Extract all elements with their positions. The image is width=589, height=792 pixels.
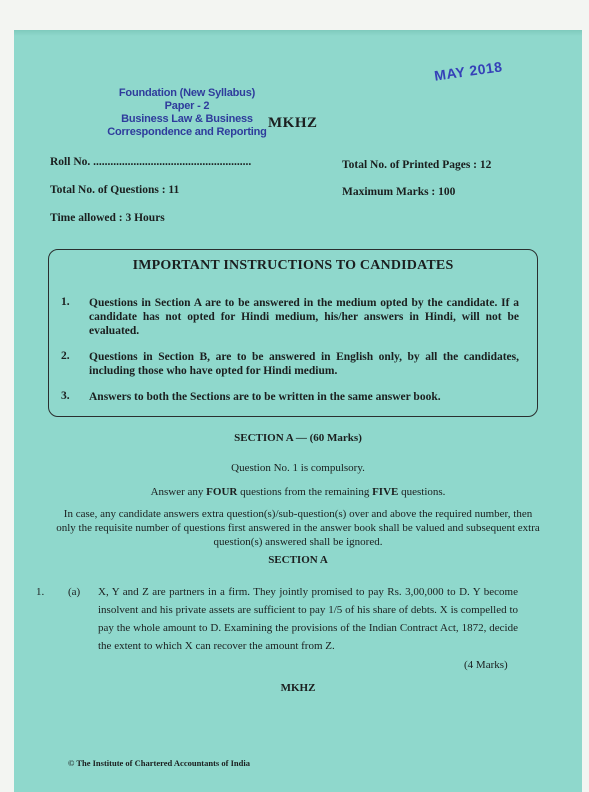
answer-any-count: FIVE: [372, 486, 399, 498]
question-number: 1.: [36, 586, 45, 598]
date-stamp: MAY 2018: [433, 58, 504, 84]
question-marks: (4 Marks): [464, 659, 508, 671]
paper-info-stamp: [102, 87, 272, 139]
question-paper-page: [14, 30, 582, 792]
instruction-number: 2.: [61, 350, 70, 362]
stamp-line: Foundation (New Syllabus): [118, 87, 256, 99]
stamp-line: Paper - 2: [164, 100, 210, 112]
answer-any-text: questions from the remaining: [237, 486, 373, 498]
copyright-footer: © The Institute of Chartered Accountants of India: [68, 758, 250, 768]
answer-any-text: Answer any: [150, 486, 207, 498]
instruction-text: Questions in Section B, are to be answered in English only, by all the candidates, including those who have opted for Hindi medium.: [89, 351, 519, 377]
maximum-marks: Maximum Marks : 100: [342, 186, 456, 198]
total-questions: Total No. of Questions : 11: [50, 184, 180, 196]
roll-no-field: Roll No. .......................................................: [50, 156, 252, 168]
extra-answers-note: In case, any candidate answers extra question(s)/sub-question(s) over and above the required number, then only the requisite number of questions first answered in the answer book shall be valued and subsequent extra question(s) answered shall be ignored.: [56, 508, 540, 548]
answer-any-text: questions.: [398, 486, 446, 498]
paper-code: MKHZ: [268, 115, 318, 131]
answer-any-note: [14, 486, 582, 498]
instruction-number: 3.: [61, 390, 70, 402]
instructions-title: IMPORTANT INSTRUCTIONS TO CANDIDATES: [132, 258, 454, 273]
instruction-text: Questions in Section A are to be answered in the medium opted by the candidate. If a candidate has not opted for Hindi medium, his/her answers in Hindi, will not be evaluated.: [89, 297, 519, 337]
time-allowed: Time allowed : 3 Hours: [50, 212, 165, 224]
instructions-box: [48, 249, 538, 417]
stamp-line: Business Law & Business: [121, 113, 253, 125]
stamp-line: Correspondence and Reporting: [107, 126, 267, 138]
section-a-subheading: SECTION A: [268, 554, 328, 566]
answer-any-count: FOUR: [206, 486, 238, 498]
instruction-text: Answers to both the Sections are to be written in the same answer book.: [89, 391, 441, 403]
question-text: X, Y and Z are partners in a firm. They jointly promised to pay Rs. 3,00,000 to D. Y become insolvent and his private assets are sufficient to pay 1/5 of his share of debts. X is compelled to pay the whole amount to D. Examining the provisions of the Indian Contract Act, 1872, decide the extent to which X can recover the amount from Z.: [98, 586, 518, 652]
instruction-number: 1.: [61, 296, 70, 308]
question-part: (a): [68, 586, 81, 598]
section-a-heading: SECTION A — (60 Marks): [234, 432, 362, 444]
bottom-paper-code: MKHZ: [280, 682, 316, 694]
compulsory-note: Question No. 1 is compulsory.: [231, 462, 365, 474]
printed-pages: Total No. of Printed Pages : 12: [342, 159, 492, 171]
